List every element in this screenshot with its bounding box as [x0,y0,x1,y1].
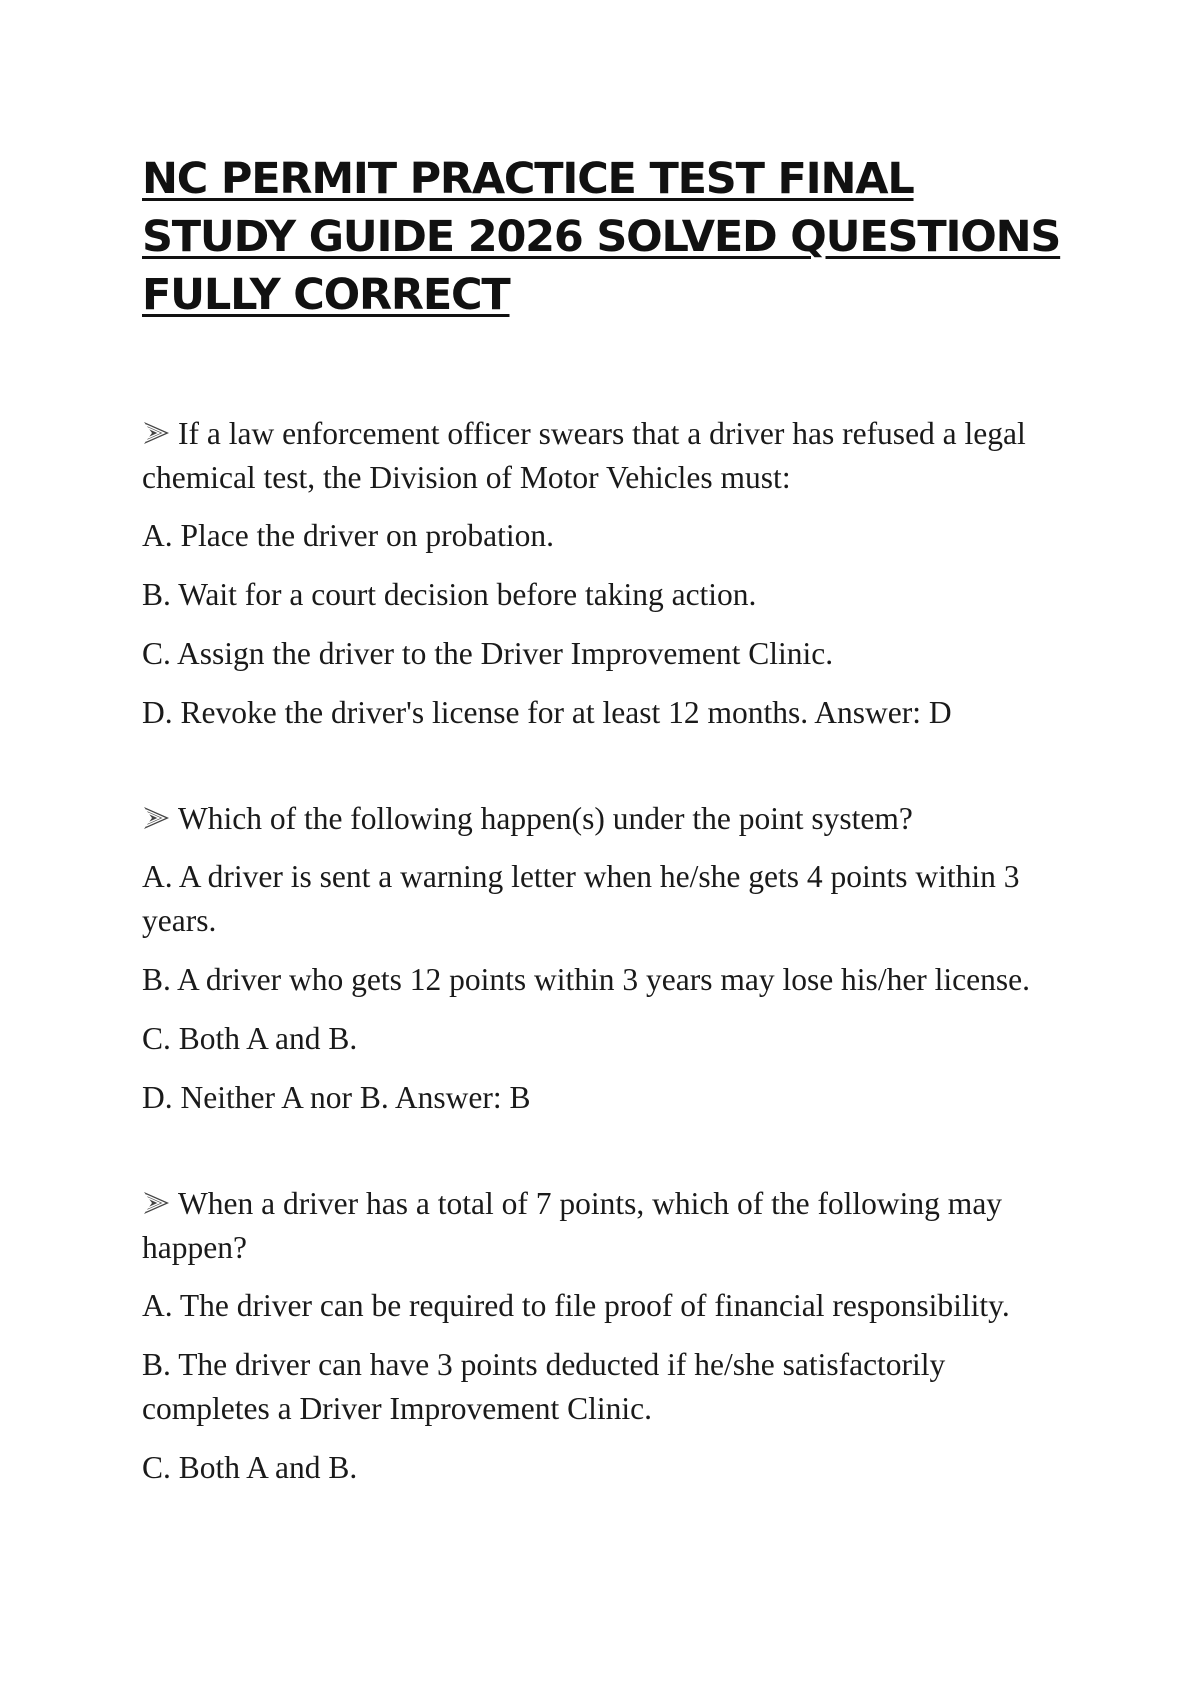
answer-option: C. Both A and B. [142,1021,358,1056]
answer-option: D. Revoke the driver's license for at least 12 months. Answer: D [142,695,952,730]
triple-chevron-right-icon [142,1189,172,1217]
answer-option: A. A driver is sent a warning letter when he/she gets 4 points within 3 years. [142,859,1020,938]
question-stem: Which of the following happen(s) under the point system? [178,801,913,836]
answer-option: C. Both A and B. [142,1450,358,1485]
question-text [142,412,1062,500]
question-text [142,797,1062,841]
answer-option: B. A driver who gets 12 points within 3 years may lose his/her license. [142,962,1030,997]
document-title-text: NC PERMIT PRACTICE TEST FINAL STUDY GUIDE 2026 SOLVED QUESTIONS FULLY CORRECT [142,154,1061,320]
question-item [142,412,1062,735]
triple-chevron-right-icon [142,419,172,447]
question-stem: When a driver has a total of 7 points, which of the following may happen? [142,1186,1003,1265]
question-text [142,1182,1062,1270]
answer-option: C. Assign the driver to the Driver Improvement Clinic. [142,636,834,671]
answer-option: A. The driver can be required to file proof of financial responsibility. [142,1288,1010,1323]
question-item [142,1182,1062,1490]
question-stem: If a law enforcement officer swears that a driver has refused a legal chemical test, the Division of Motor Vehicles must: [142,416,1026,495]
answer-option: D. Neither A nor B. Answer: B [142,1080,531,1115]
answer-option: B. Wait for a court decision before taking action. [142,577,757,612]
answer-option: A. Place the driver on probation. [142,518,555,553]
triple-chevron-right-icon [142,804,172,832]
document-page [142,150,1062,1505]
answer-option: B. The driver can have 3 points deducted if he/she satisfactorily completes a Driver Improvement Clinic. [142,1347,946,1426]
question-item [142,797,1062,1120]
document-title [142,150,1062,324]
